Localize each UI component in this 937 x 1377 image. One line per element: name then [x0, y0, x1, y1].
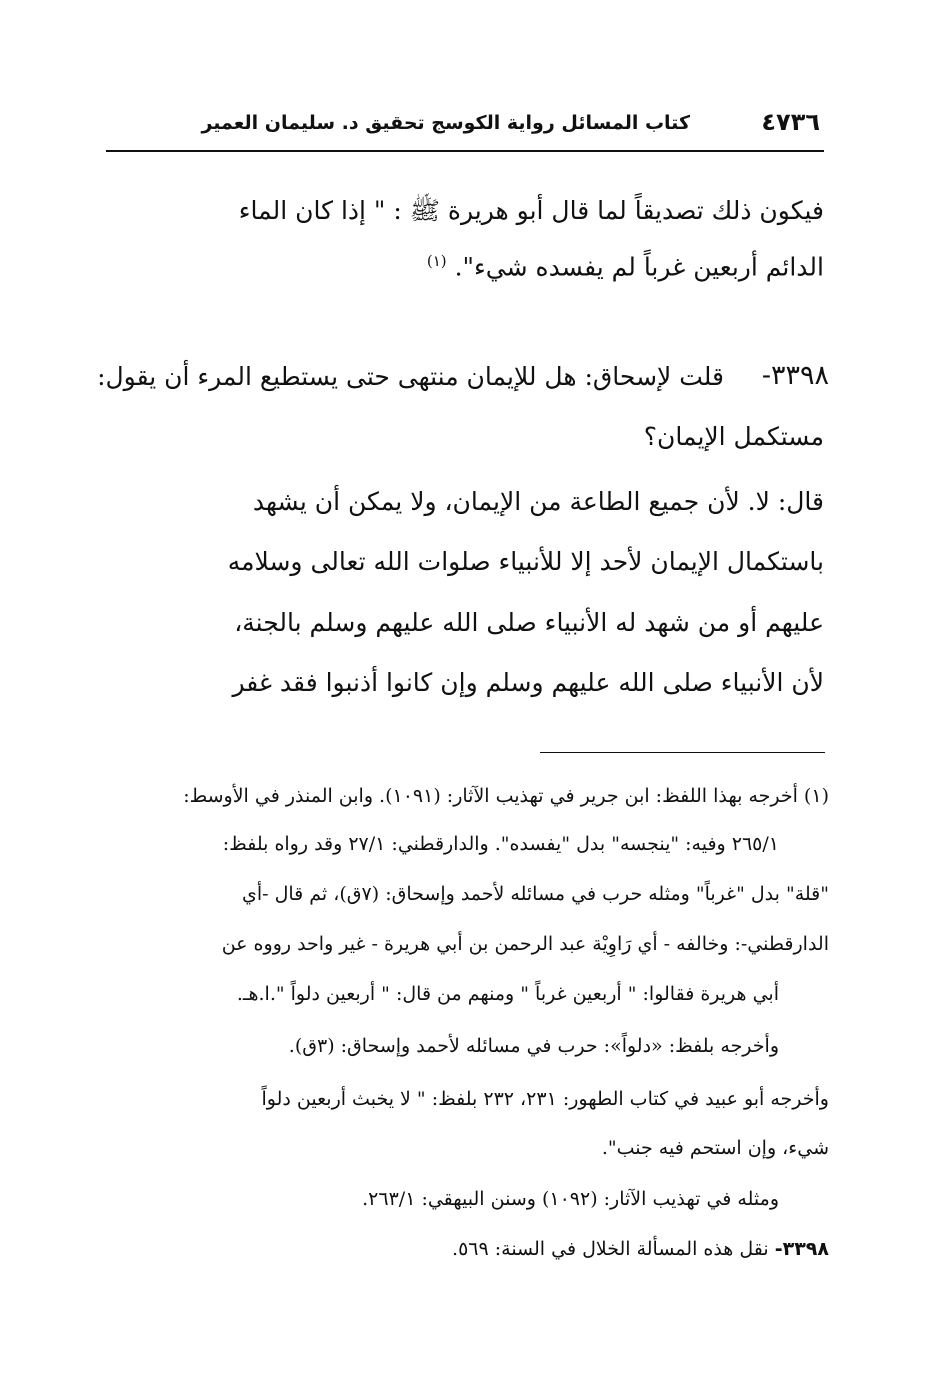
- question-line: قلت لإسحاق: هل للإيمان منتهى حتى يستطيع المرء أن يقول:: [97, 362, 724, 391]
- footnote-line: وأخرجه بلفظ: «دلواً»: حرب في مسائله لأحمد وإسحاق: (٣ق).: [288, 1035, 779, 1057]
- page-header: [108, 108, 830, 148]
- footnote-line: "قلة" بدل "غرباً" ومثله حرب في مسائله لأحمد وإسحاق: (٧ق)، ثم قال -أي: [241, 883, 829, 905]
- footnote-line: الدارقطني-: وخالفه - أي رَاوِيْة عبد الرحمن بن أبي هريرة - غير واحد رووه عن: [221, 933, 829, 955]
- body-line: فيكون ذلك تصديقاً لما قال أبو هريرة ﷺ : " إذا كان الماء: [238, 196, 824, 225]
- running-title: كتاب المسائل رواية الكوسج تحقيق د. سليمان العمير: [201, 112, 690, 134]
- footnote-line: شيء، وإن استحم فيه جنب".: [601, 1137, 829, 1159]
- footnote-rule: [540, 752, 825, 753]
- footnote-marker: (١): [426, 252, 447, 270]
- question-number: ٣٣٩٨-: [761, 360, 829, 391]
- answer-line: قال: لا. لأن جميع الطاعة من الإيمان، ولا يمكن أن يشهد: [252, 487, 824, 516]
- body-line-text: الدائم أربعين غرباً لم يفسده شيء".: [454, 252, 824, 282]
- answer-line: باستكمال الإيمان لأحد إلا للأنبياء صلوات الله تعالى وسلامه: [227, 547, 824, 576]
- body-line: [427, 252, 824, 281]
- footnote-text: نقل هذه المسألة الخلال في السنة: ٥٦٩.: [452, 1238, 769, 1260]
- page-number: ٤٧٣٦: [761, 108, 820, 136]
- answer-line: عليهم أو من شهد له الأنبياء صلى الله عليهم وسلم بالجنة،: [234, 608, 824, 637]
- question-number-ref: ٣٣٩٨-: [774, 1238, 829, 1260]
- footnote-line: ومثله في تهذيب الآثار: (١٠٩٢) وسنن البيهقي: ٢٦٣/١.: [362, 1188, 779, 1210]
- answer-line: لأن الأنبياء صلى الله عليهم وسلم وإن كانوا أذنبوا فقد غفر: [232, 668, 824, 697]
- footnote-line: وأخرجه أبو عبيد في كتاب الطهور: ٢٣١، ٢٣٢ بلفظ: " لا يخبث أربعين دلواً: [261, 1088, 829, 1110]
- question-line: مستكمل الإيمان؟: [643, 422, 824, 451]
- footnote-line: [452, 1238, 829, 1260]
- footnote-line: ٢٦٥/١ وفيه: "ينجسه" بدل "يفسده". والدارقطني: ٢٧/١ وقد رواه بلفظ:: [222, 833, 779, 855]
- footnote-line: أبي هريرة فقالوا: " أربعين غرباً " ومنهم من قال: " أربعين دلواً ".ا.هـ.: [236, 983, 779, 1005]
- header-rule: [106, 150, 824, 152]
- footnote-line: (١) أخرجه بهذا اللفظ: ابن جرير في تهذيب الآثار: (١٠٩١). وابن المنذر في الأوسط:: [183, 785, 829, 807]
